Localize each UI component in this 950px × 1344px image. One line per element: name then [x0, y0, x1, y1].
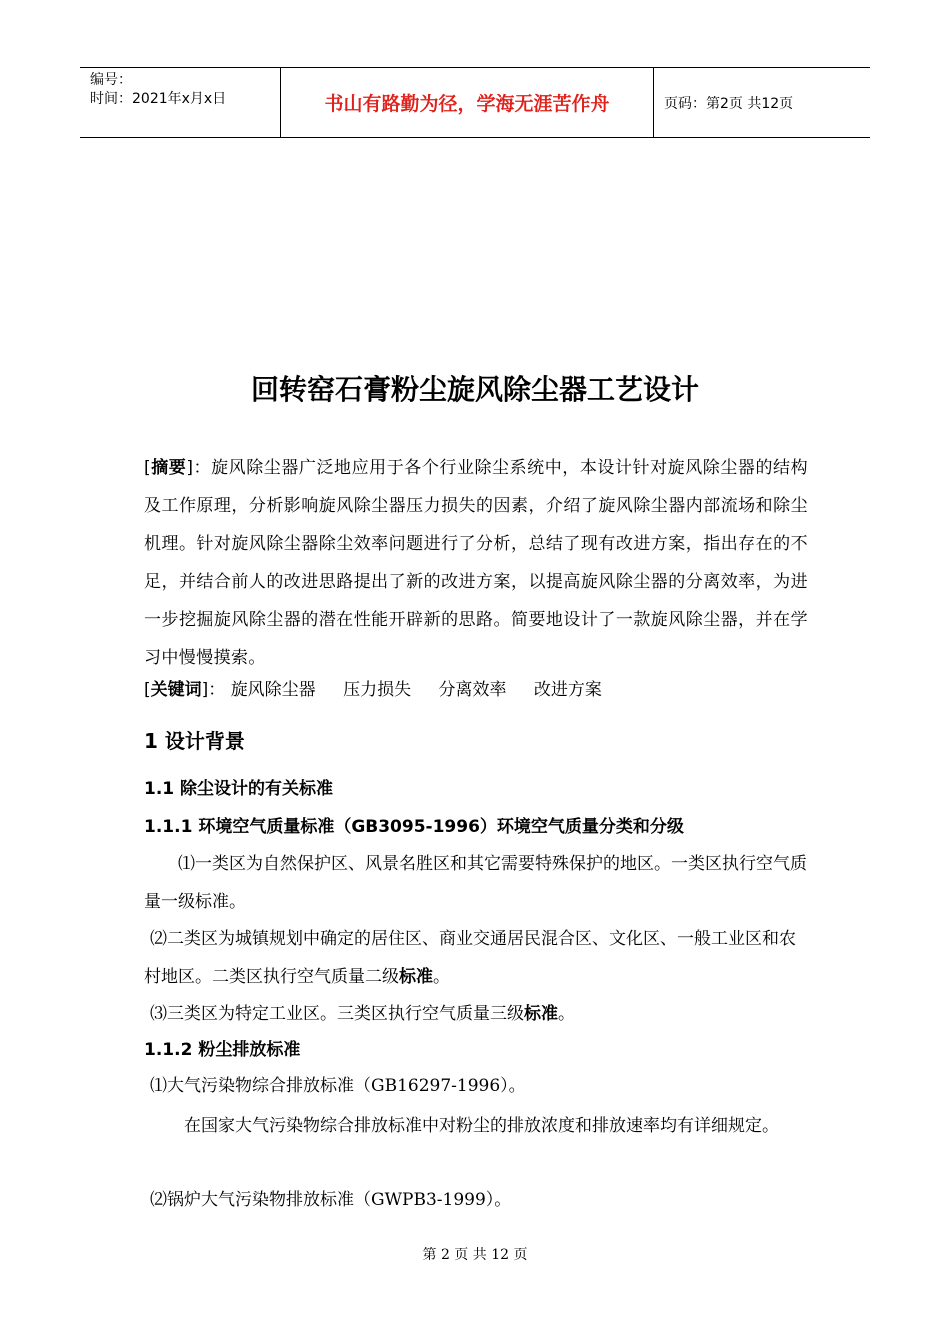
page-footer: 第 2 页 共 12 页	[422, 1247, 528, 1263]
document-title: 回转窑石膏粉尘旋风除尘器工艺设计	[250, 373, 699, 406]
subsubsection-heading: 1.1.1 环境空气质量标准（GB3095-1996）环境空气质量分类和分级	[144, 817, 684, 837]
keywords-label-text: 关键词	[150, 680, 202, 700]
keyword-item: 压力损失	[343, 680, 412, 700]
header-meta-cell	[80, 68, 280, 137]
abstract-text: 旋风除尘器广泛地应用于各个行业除尘系统中，本设计针对旋风除尘器的结构及工作原理，分析影响旋风除尘器压力损失的因素，介绍了旋风除尘器内部流场和除尘机理。针对旋风除尘器除尘效率问题进行了分析，总结了现有改进方案，指出存在的不足，并结合前人的改进思路提出了新的改进方案，以提高旋风除尘器的分离效率，为进一步挖掘旋风除尘器的潜在性能开辟新的思路。简要地设计了一款旋风除尘器，并在学习中慢慢摸索。	[144, 458, 808, 668]
header-page-info: 页码：第2页 共12页	[664, 95, 794, 112]
header-number-label: 编号：	[90, 72, 132, 88]
header-divider	[653, 68, 654, 137]
keywords	[144, 671, 624, 709]
list-item: ⑵锅炉大气污染物排放标准（GWPB3-1999）。	[150, 1190, 512, 1210]
list-item	[144, 845, 808, 921]
abstract-label: [摘要]：	[144, 458, 212, 478]
list-item-tail: 。	[433, 967, 450, 987]
list-item: ⑴大气污染物综合排放标准（GB16297-1996）。	[150, 1076, 526, 1096]
header-time-label: 时间：2021年x月x日	[90, 91, 227, 107]
list-item-bold: 标准	[399, 967, 433, 987]
document-header	[80, 67, 870, 138]
header-motto: 书山有路勤为径，学海无涯苦作舟	[324, 93, 610, 115]
list-item-text: ⑴一类区为自然保护区、风景名胜区和其它需要特殊保护的地区。一类区执行空气质量一级标准。	[144, 854, 807, 912]
keywords-label: [关键词]：	[144, 680, 226, 700]
section-heading: 1 设计背景	[144, 729, 245, 753]
list-item-text: ⑵二类区为城镇规划中确定的居住区、商业交通居民混合区、文化区、一般工业区和农村地区。二类区执行空气质量二级	[144, 929, 796, 987]
subsubsection-heading: 1.1.2 粉尘排放标准	[144, 1040, 301, 1060]
list-item-bold: 标准	[524, 1004, 558, 1024]
list-item	[144, 920, 808, 996]
keyword-item: 改进方案	[533, 680, 602, 700]
keyword-item: 分离效率	[438, 680, 507, 700]
list-item-text: ⑶三类区为特定工业区。三类区执行空气质量三级	[150, 1004, 524, 1024]
keyword-item: 旋风除尘器	[230, 680, 316, 700]
list-item	[144, 995, 808, 1033]
abstract	[144, 449, 808, 677]
abstract-label-text: 摘要	[151, 458, 187, 478]
list-item-tail: 。	[558, 1004, 575, 1024]
subsection-heading: 1.1 除尘设计的有关标准	[144, 779, 334, 799]
body-paragraph: 在国家大气污染物综合排放标准中对粉尘的排放浓度和排放速率均有详细规定。	[184, 1116, 779, 1136]
